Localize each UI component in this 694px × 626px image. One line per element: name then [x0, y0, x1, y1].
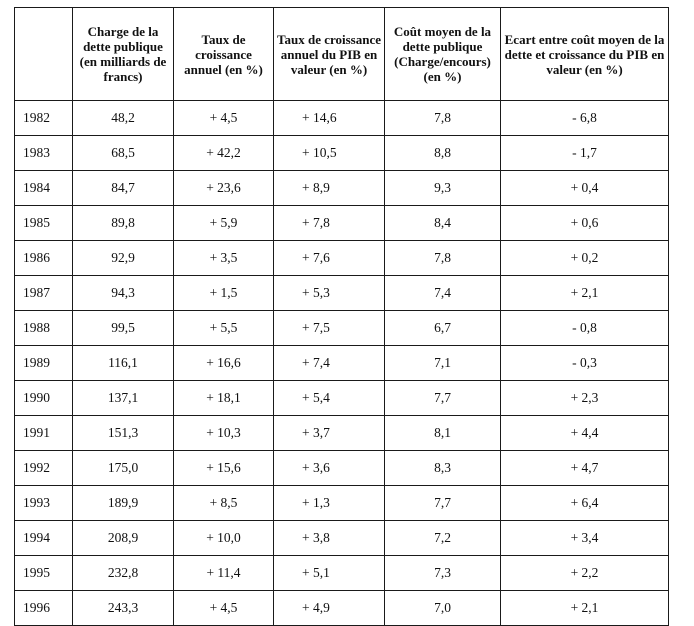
cell-gdp-growth: + 3,7 [274, 416, 385, 451]
table-row [15, 416, 669, 451]
cell-average-cost: 7,4 [385, 276, 501, 311]
public-debt-table [14, 7, 669, 626]
cell-gap: + 2,1 [501, 276, 669, 311]
cell-gdp-growth: + 5,4 [274, 381, 385, 416]
cell-charge: 175,0 [73, 451, 174, 486]
cell-gdp-growth: + 5,1 [274, 556, 385, 591]
cell-average-cost: 9,3 [385, 171, 501, 206]
cell-charge: 232,8 [73, 556, 174, 591]
cell-charge: 189,9 [73, 486, 174, 521]
table-row [15, 381, 669, 416]
cell-gdp-growth: + 4,9 [274, 591, 385, 626]
cell-growth-rate: + 16,6 [174, 346, 274, 381]
header-year [15, 8, 73, 101]
cell-charge: 151,3 [73, 416, 174, 451]
cell-growth-rate: + 10,0 [174, 521, 274, 556]
cell-gdp-growth: + 7,8 [274, 206, 385, 241]
cell-year: 1993 [15, 486, 73, 521]
cell-average-cost: 7,8 [385, 241, 501, 276]
cell-gap: + 2,3 [501, 381, 669, 416]
cell-growth-rate: + 42,2 [174, 136, 274, 171]
header-growth-rate: Taux de croissance annuel (en %) [174, 8, 274, 101]
cell-average-cost: 7,7 [385, 381, 501, 416]
table-sheet [14, 7, 668, 615]
cell-gap: + 0,2 [501, 241, 669, 276]
cell-gdp-growth: + 10,5 [274, 136, 385, 171]
cell-charge: 89,8 [73, 206, 174, 241]
cell-charge: 94,3 [73, 276, 174, 311]
table-row [15, 241, 669, 276]
cell-average-cost: 8,4 [385, 206, 501, 241]
cell-gap: - 1,7 [501, 136, 669, 171]
table-row [15, 136, 669, 171]
table-row [15, 206, 669, 241]
cell-average-cost: 7,3 [385, 556, 501, 591]
header-charge: Charge de la dette publique (en milliards de francs) [73, 8, 174, 101]
cell-year: 1987 [15, 276, 73, 311]
cell-growth-rate: + 1,5 [174, 276, 274, 311]
cell-gap: + 6,4 [501, 486, 669, 521]
cell-growth-rate: + 11,4 [174, 556, 274, 591]
header-gdp-growth: Taux de croissance annuel du PIB en valeur (en %) [274, 8, 385, 101]
cell-gap: - 6,8 [501, 101, 669, 136]
cell-year: 1996 [15, 591, 73, 626]
cell-gdp-growth: + 3,6 [274, 451, 385, 486]
cell-growth-rate: + 15,6 [174, 451, 274, 486]
cell-average-cost: 7,7 [385, 486, 501, 521]
cell-year: 1990 [15, 381, 73, 416]
cell-average-cost: 8,1 [385, 416, 501, 451]
cell-year: 1982 [15, 101, 73, 136]
cell-gap: + 4,7 [501, 451, 669, 486]
cell-gdp-growth: + 7,4 [274, 346, 385, 381]
cell-gdp-growth: + 7,6 [274, 241, 385, 276]
cell-gdp-growth: + 7,5 [274, 311, 385, 346]
table-row [15, 276, 669, 311]
cell-gap: + 2,2 [501, 556, 669, 591]
table-row [15, 171, 669, 206]
cell-gap: + 3,4 [501, 521, 669, 556]
cell-gdp-growth: + 3,8 [274, 521, 385, 556]
cell-growth-rate: + 10,3 [174, 416, 274, 451]
cell-charge: 116,1 [73, 346, 174, 381]
cell-year: 1992 [15, 451, 73, 486]
cell-growth-rate: + 5,9 [174, 206, 274, 241]
cell-average-cost: 7,0 [385, 591, 501, 626]
cell-year: 1986 [15, 241, 73, 276]
cell-charge: 99,5 [73, 311, 174, 346]
cell-year: 1991 [15, 416, 73, 451]
header-gap: Ecart entre coût moyen de la dette et croissance du PIB en valeur (en %) [501, 8, 669, 101]
cell-gdp-growth: + 8,9 [274, 171, 385, 206]
cell-year: 1988 [15, 311, 73, 346]
cell-charge: 208,9 [73, 521, 174, 556]
cell-average-cost: 6,7 [385, 311, 501, 346]
table-row [15, 101, 669, 136]
table-row [15, 556, 669, 591]
cell-year: 1995 [15, 556, 73, 591]
cell-gap: - 0,8 [501, 311, 669, 346]
cell-year: 1989 [15, 346, 73, 381]
cell-charge: 84,7 [73, 171, 174, 206]
cell-charge: 68,5 [73, 136, 174, 171]
table-row [15, 346, 669, 381]
cell-growth-rate: + 5,5 [174, 311, 274, 346]
header-row [15, 8, 669, 101]
cell-gdp-growth: + 5,3 [274, 276, 385, 311]
cell-gap: + 0,6 [501, 206, 669, 241]
cell-year: 1984 [15, 171, 73, 206]
cell-growth-rate: + 3,5 [174, 241, 274, 276]
table-row [15, 591, 669, 626]
cell-charge: 92,9 [73, 241, 174, 276]
table-row [15, 521, 669, 556]
table-body [15, 101, 669, 626]
cell-growth-rate: + 18,1 [174, 381, 274, 416]
cell-charge: 48,2 [73, 101, 174, 136]
cell-average-cost: 7,8 [385, 101, 501, 136]
cell-growth-rate: + 4,5 [174, 591, 274, 626]
cell-average-cost: 8,8 [385, 136, 501, 171]
cell-year: 1985 [15, 206, 73, 241]
cell-gap: - 0,3 [501, 346, 669, 381]
cell-year: 1983 [15, 136, 73, 171]
cell-gdp-growth: + 14,6 [274, 101, 385, 136]
header-average-cost: Coût moyen de la dette publique (Charge/encours) (en %) [385, 8, 501, 101]
cell-gap: + 0,4 [501, 171, 669, 206]
table-row [15, 311, 669, 346]
cell-year: 1994 [15, 521, 73, 556]
cell-gdp-growth: + 1,3 [274, 486, 385, 521]
cell-gap: + 4,4 [501, 416, 669, 451]
table-row [15, 451, 669, 486]
cell-growth-rate: + 23,6 [174, 171, 274, 206]
cell-growth-rate: + 4,5 [174, 101, 274, 136]
cell-average-cost: 8,3 [385, 451, 501, 486]
table-row [15, 486, 669, 521]
cell-charge: 243,3 [73, 591, 174, 626]
cell-gap: + 2,1 [501, 591, 669, 626]
cell-charge: 137,1 [73, 381, 174, 416]
cell-average-cost: 7,2 [385, 521, 501, 556]
cell-average-cost: 7,1 [385, 346, 501, 381]
cell-growth-rate: + 8,5 [174, 486, 274, 521]
